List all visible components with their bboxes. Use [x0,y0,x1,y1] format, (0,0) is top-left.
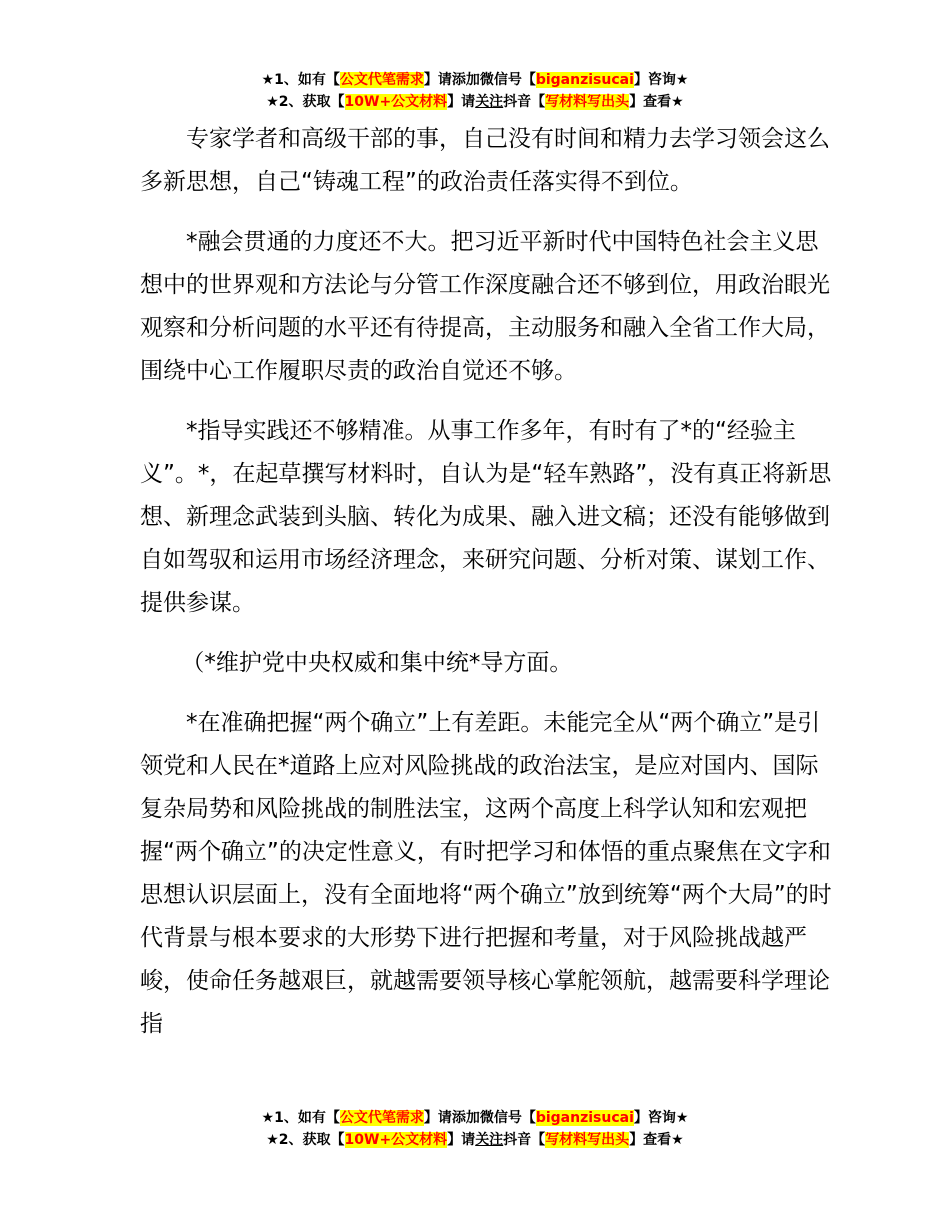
promo-line-1: ★1、如有【公文代笔需求】请添加微信号【biganzisucai】咨询★ [261,1110,689,1126]
document-body [140,118,835,1063]
promo-line-2: ★2、获取【10W+公文材料】请关注抖音【写材料写出头】查看★ [266,1132,684,1148]
section-heading: （*维护党中央权威和集中统*导方面。 [181,650,573,676]
promo-highlight: 10W+公文材料 [344,94,448,110]
promo-highlight: 公文代笔需求 [339,72,424,88]
promo-highlight: 10W+公文材料 [344,1132,448,1148]
promo-line-1: ★1、如有【公文代笔需求】请添加微信号【biganzisucai】咨询★ [261,72,689,88]
promo-highlight: 写材料写出头 [545,94,630,110]
header-promo-banner [0,69,950,113]
paragraph: *融会贯通的力度还不大。把习近平新时代中国特色社会主义思想中的世界观和方法论与分管工作深度融合还不够到位，用政治眼光观察和分析问题的水平还有待提高，主动服务和融入全省工作大局，围绕中心工作履职尽责的政治自觉还不够。 [140,229,830,384]
promo-highlight: biganzisucai [535,1110,634,1126]
promo-line-2: ★2、获取【10W+公文材料】请关注抖音【写材料写出头】查看★ [266,94,684,110]
promo-highlight: 写材料写出头 [545,1132,630,1148]
footer-promo-banner [0,1107,950,1151]
promo-highlight: 公文代笔需求 [339,1110,424,1126]
paragraph: 专家学者和高级干部的事，自己没有时间和精力去学习领会这么多新思想，自己“铸魂工程”的政治责任落实得不到位。 [140,126,830,195]
paragraph: *在准确把握“两个确立”上有差距。未能完全从“两个确立”是引领党和人民在*道路上应对风险挑战的政治法宝，是应对国内、国际复杂局势和风险挑战的制胜法宝，这两个高度上科学认知和宏观把握“两个确立”的决定性意义，有时把学习和体悟的重点聚焦在文字和思想认识层面上，没有全面地将“两个确立”放到统筹“两个大局”的时代背景与根本要求的大形势下进行把握和考量，对于风险挑战越严峻，使命任务越艰巨，就越需要领导核心掌舵领航，越需要科学理论指 [140,710,832,1037]
paragraph: *指导实践还不够精准。从事工作多年，有时有了*的“经验主义”。*，在起草撰写材料时，自认为是“轻车熟路”，没有真正将新思想、新理念武装到头脑、转化为成果、融入进文稿；还没有能够做到自如驾驭和运用市场经济理念，来研究问题、分析对策、谋划工作、提供参谋。 [140,418,832,616]
promo-highlight: biganzisucai [535,72,634,88]
